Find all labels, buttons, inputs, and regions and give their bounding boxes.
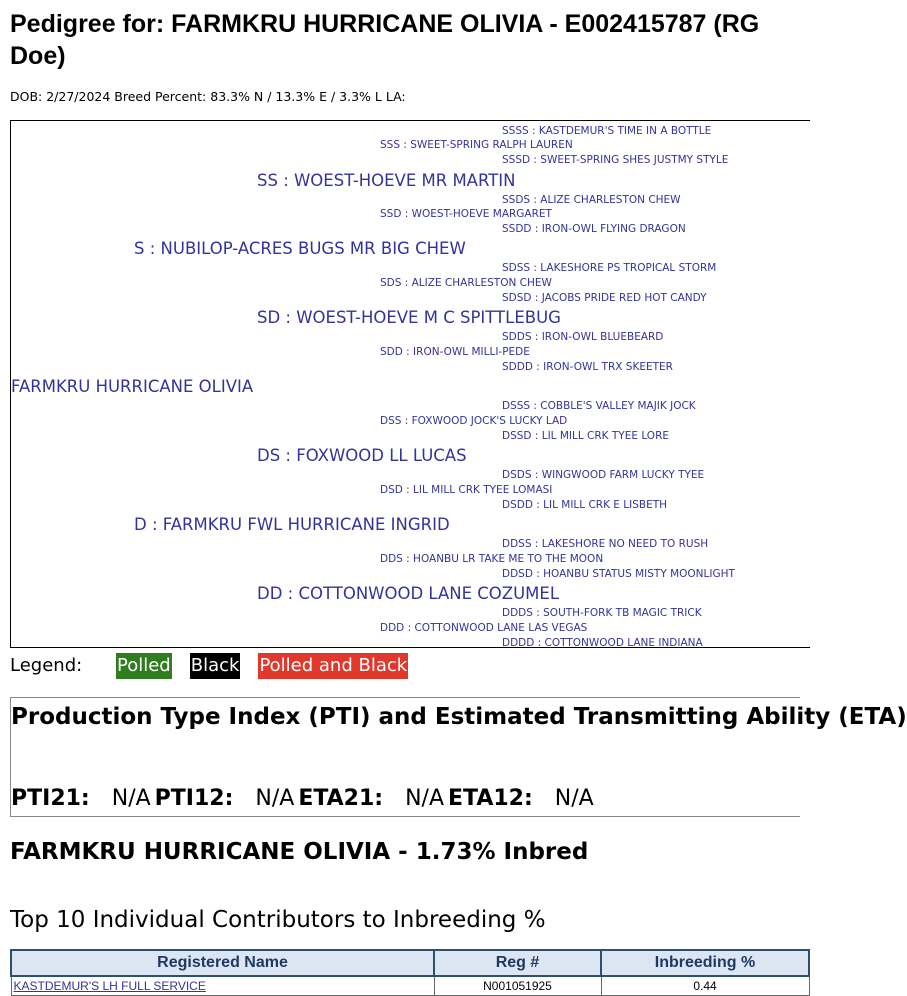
legend-polled: Polled [116,653,172,679]
pedigree-chart [10,120,810,648]
pedigree-ssd[interactable]: SSD : WOEST-HOEVE MARGARET [380,208,552,220]
pedigree-self[interactable]: FARMKRU HURRICANE OLIVIA [11,377,254,396]
pedigree-sdd[interactable]: SDD : IRON-OWL MILLI-PEDE [380,346,530,358]
page-title: Pedigree for: FARMKRU HURRICANE OLIVIA - E002415787 (RG Doe) [10,10,760,70]
pedigree-sdss[interactable]: SDSS : LAKESHORE PS TROPICAL STORM [502,262,717,274]
inbred-heading: FARMKRU HURRICANE OLIVIA - 1.73% Inbred [10,839,589,865]
pedigree-sssd[interactable]: SSSD : SWEET-SPRING SHES JUSTMY STYLE [502,154,729,166]
pti-values [11,785,598,813]
section-divider [10,697,800,698]
pti21-value: N/A [111,786,151,811]
legend [10,653,426,679]
pedigree-ssdd[interactable]: SSDD : IRON-OWL FLYING DRAGON [502,223,686,235]
column-header-name[interactable]: Registered Name [11,950,434,976]
contributor-reg: N001051925 [434,976,601,996]
pedigree-dsdd[interactable]: DSDD : LIL MILL CRK E LISBETH [502,499,668,511]
table-row [11,976,809,996]
pedigree-dss[interactable]: DSS : FOXWOOD JOCK'S LUCKY LAD [380,415,568,427]
pedigree-sss[interactable]: SSS : SWEET-SPRING RALPH LAUREN [380,139,573,151]
pedigree-dssd[interactable]: DSSD : LIL MILL CRK TYEE LORE [502,430,669,442]
pti21-label: PTI21: [11,786,90,811]
pedigree-ddss[interactable]: DDSS : LAKESHORE NO NEED TO RUSH [502,538,709,550]
pedigree-dsd[interactable]: DSD : LIL MILL CRK TYEE LOMASI [380,484,553,496]
pedigree-ddd[interactable]: DDD : COTTONWOOD LANE LAS VEGAS [380,622,588,634]
pedigree-sdsd[interactable]: SDSD : JACOBS PRIDE RED HOT CANDY [502,292,707,304]
eta21-label: ETA21: [298,786,384,811]
pedigree-ds[interactable]: DS : FOXWOOD LL LUCAS [257,446,467,465]
top-contributors-heading: Top 10 Individual Contributors to Inbreeding % [10,907,546,933]
eta21-value: N/A [405,786,445,811]
table-header-row [11,950,809,976]
pedigree-dds[interactable]: DDS : HOANBU LR TAKE ME TO THE MOON [380,553,604,565]
legend-black: Black [190,653,241,679]
pedigree-ddsd[interactable]: DDSD : HOANBU STATUS MISTY MOONLIGHT [502,568,735,580]
pedigree-ddds[interactable]: DDDS : SOUTH-FORK TB MAGIC TRICK [502,607,702,619]
pedigree-dddd[interactable]: DDDD : COTTONWOOD LANE INDIANA [502,637,703,649]
pedigree-dsss[interactable]: DSSS : COBBLE'S VALLEY MAJIK JOCK [502,400,696,412]
pedigree-sdds[interactable]: SDDS : IRON-OWL BLUEBEARD [502,331,664,343]
pedigree-sddd[interactable]: SDDD : IRON-OWL TRX SKEETER [502,361,673,373]
inbreeding-contributors-table [10,949,810,996]
pedigree-ssss[interactable]: SSSS : KASTDEMUR'S TIME IN A BOTTLE [502,125,712,137]
pedigree-sds[interactable]: SDS : ALIZE CHARLESTON CHEW [380,277,552,289]
pti12-label: PTI12: [154,786,234,811]
eta12-label: ETA12: [448,786,533,811]
pedigree-dd[interactable]: DD : COTTONWOOD LANE COZUMEL [257,584,560,603]
pedigree-sire[interactable]: S : NUBILOP-ACRES BUGS MR BIG CHEW [134,239,466,258]
pedigree-sd[interactable]: SD : WOEST-HOEVE M C SPITTLEBUG [257,308,561,327]
pedigree-ssds[interactable]: SSDS : ALIZE CHARLESTON CHEW [502,194,681,206]
legend-label: Legend: [10,655,83,676]
section-divider-bottom [10,816,800,817]
eta12-value: N/A [554,786,594,811]
contributor-name-link[interactable]: KASTDEMUR'S LH FULL SERVICE [11,976,434,996]
column-header-inbreeding[interactable]: Inbreeding % [601,950,809,976]
dob-breed-line: DOB: 2/27/2024 Breed Percent: 83.3% N / 13.3% E / 3.3% L LA: [10,89,406,104]
pedigree-dam[interactable]: D : FARMKRU FWL HURRICANE INGRID [134,515,450,534]
pedigree-dsds[interactable]: DSDS : WINGWOOD FARM LUCKY TYEE [502,469,705,481]
pti12-value: N/A [255,786,295,811]
contributor-pct: 0.44 [601,976,809,996]
legend-polled-and-black: Polled and Black [258,653,408,679]
column-header-reg[interactable]: Reg # [434,950,601,976]
pedigree-ss[interactable]: SS : WOEST-HOEVE MR MARTIN [257,171,516,190]
pti-heading: Production Type Index (PTI) and Estimated Transmitting Ability (ETA) [11,704,907,730]
